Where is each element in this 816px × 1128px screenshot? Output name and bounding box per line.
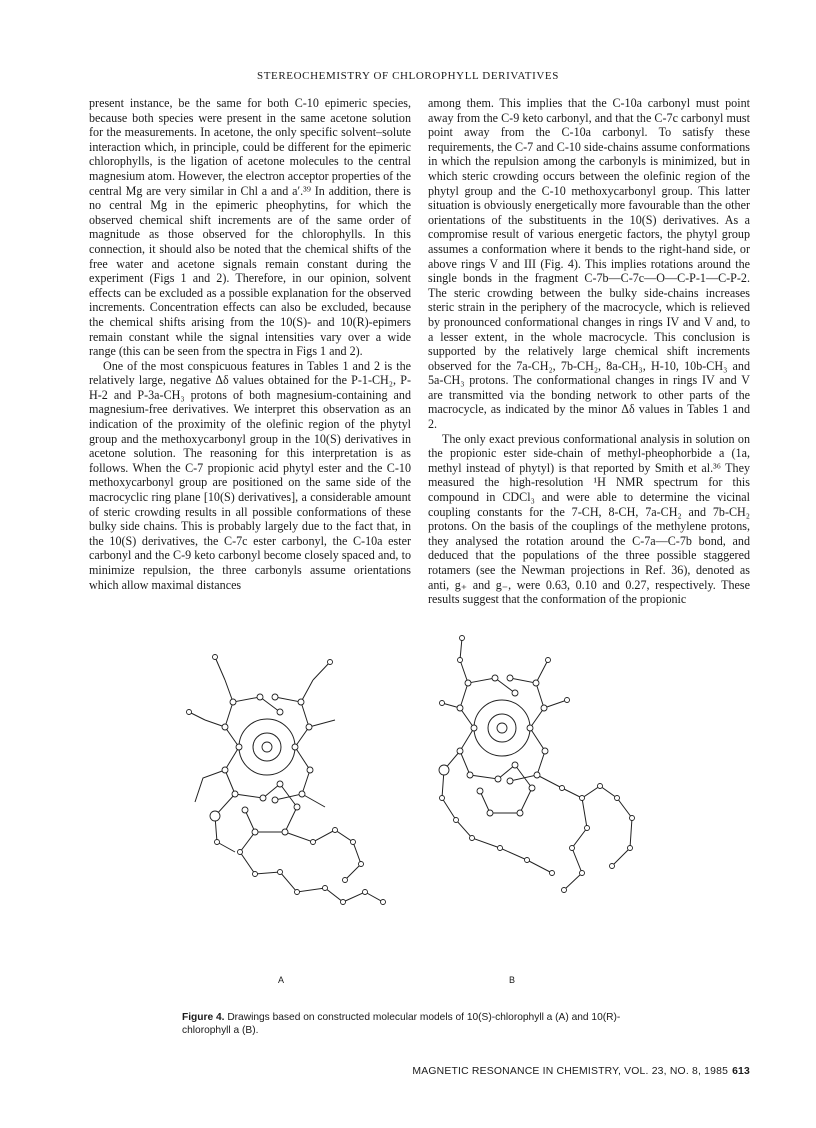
paragraph: The only exact previous conformational analysis in solution on the propionic ester side-chain of methyl-pheophorbide a (1a, methyl instead of phytyl) is that reported by Smith et al.³⁶ They measured the high-resolution ¹H NMR spectrum for this compound in CDCl₃ and were able to determine the vicinal coupling constants for the 7-CH, 8-CH, 7a-CH₂ and 7b-CH₂ protons. On the basis of the couplings of the methylene protons, they analysed the rotation around the C-7a—C-7b bond, and deduced that the populations of the three possible staggered rotamers (see the Newman projections in Ref. 36), denoted as anti, g₊ and g₋, were 0.63, 0.10 and 0.27, respectively. These results suggest that the conformation of the propionic [428,431,750,607]
figure-caption [182,1012,652,1037]
paragraph: One of the most conspicuous features in Tables 1 and 2 is the relatively large, negative Δδ values obtained for the P-1-CH₂, P-H-2 and P-3a-CH₃ protons of both magnesium-containing and magnesium-free derivatives. We interpret this observation as an indication of the proximity of the olefinic region of the phytyl group and the methoxycarbonyl group in the 10(S) derivatives in acetone solution. The reasoning for this interpretation is as follows. When the C-7 propionic acid phytyl ester and the C-10 methoxycarbonyl group are positioned on the same side of the macrocyclic ring plane [10(S) derivatives], a considerable amount of steric crowding results in all possible conformations of these bulky side chains. This is probably largely due to the fact that, in the 10(S) derivatives, the C-7c ester carbonyl, the C-10a ester carbonyl and the C-9 keto carbonyl become closely spaced and, to minimize repulsion, the three carbonyls assume orientations which allow maximal distances [89,358,411,592]
paragraph: present instance, be the same for both C-10 epimeric species, because both species were present in the same acetone solution for the measurements. In acetone, the only specific solvent–solute interaction which, in principle, could be different for the epimeric chlorophylls, is the ligation of acetone molecules to the central magnesium atom. However, the electron acceptor properties of the central Mg are very similar in Chl a and a′.³⁹ In addition, there is no central Mg in the epimeric pheophytins, for which the observed chemical shift increments are of the same order of magnitude as those observed for the chlorophylls. In this connection, it should also be noted that the chemical shifts of the free water and acetone signals remain constant during the experiment (Figs 1 and 2). Therefore, in our opinion, solvent effects can be excluded as a possible explanation for the observed increments. Concentration effects can also be excluded, because the chemical shifts arising from the 10(S)- and 10(R)-epimers remain constant while the signal intensities vary over a wide range (this can be seen from the spectra in Figs 1 and 2). [89,96,411,359]
figure-label-a: A [278,975,285,985]
running-header: STEREOCHEMISTRY OF CHLOROPHYLL DERIVATIVES [257,70,559,82]
left-column [89,96,411,592]
journal-citation: MAGNETIC RESONANCE IN CHEMISTRY, VOL. 23, NO. 8, 1985 [412,1066,729,1077]
molecular-model-drawing-b [432,598,652,973]
figure-label-b: B [509,975,516,985]
molecular-model-drawing-a [185,602,400,972]
caption-text: Drawings based on constructed molecular models of 10(S)-chlorophyll a (A) and 10(R)-chlorophyll a (B). [182,1012,621,1036]
page-number: 613 [732,1066,750,1077]
caption-label: Figure 4. [182,1012,225,1023]
right-column [428,96,750,607]
paragraph: among them. This implies that the C-10a carbonyl must point away from the C-9 keto carbonyl, and that the C-7c carbonyl must point away from the C-10a carbonyl. To satisfy these requirements, the C-7 and C-10 side-chains assume conformations in which the repulsion among the carbonyls is minimized, but in which steric crowding occurs between the olefinic region of the phytyl group and the C-10 methoxycarbonyl group. This latter situation is obviously energetically more favourable than the other orientations of the substituents in the 10(S) derivatives. As a compromise result of various energetic factors, the phytyl group assumes a conformation where it bends to the right-hand side, or above rings V and III (Fig. 4). This implies rotations around the single bonds in the fragment C-7b—C-7c—O—C-P-1—C-P-2. The steric crowding between the bulky side-chains increases steric strain in the periphery of the macrocycle, which is relieved by pronounced conformational changes in rings IV and V and, to a lesser extent, in the whole macrocycle. This conclusion is supported by the relatively large chemical shift increments observed for the 7a-CH₂, 7b-CH₂, 8a-CH₃, H-10, 10b-CH₃ and 5a-CH₃ protons. The conformational changes in rings IV and V are transmitted via the bonding network to other parts of the macrocycle, as indicated by the minor Δδ values in Tables 1 and 2. [428,96,750,432]
page-footer [412,1066,750,1077]
